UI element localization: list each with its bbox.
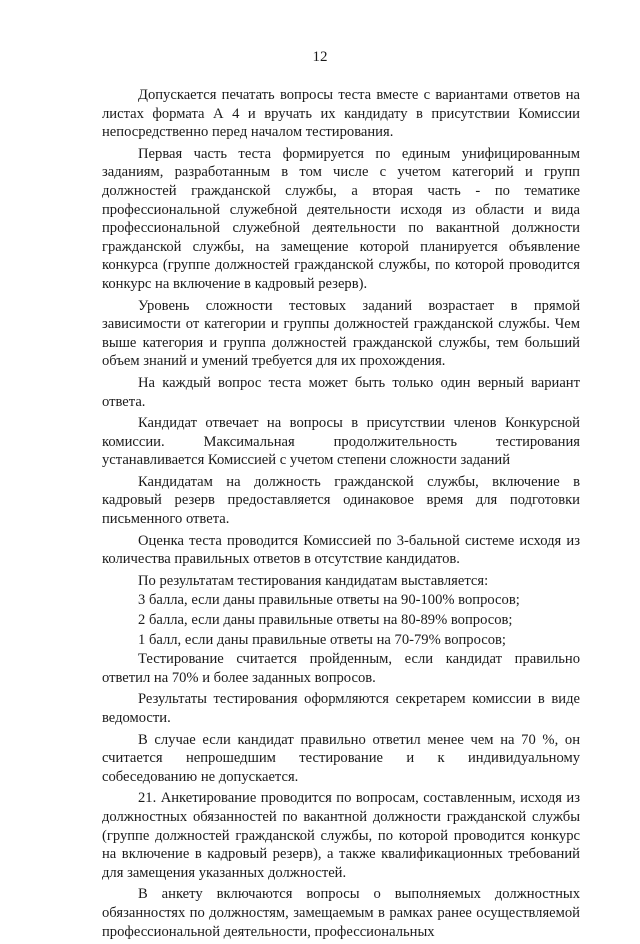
score-item-2: 2 балла, если даны правильные ответы на 80-89% вопросов; — [138, 612, 513, 629]
score-item-1: 1 балл, если даны правильные ответы на 70-79% вопросов; — [138, 631, 506, 648]
paragraph-equal-time: Кандидатам на должность гражданской службы, включение в кадровый резерв предоставляется одинаковое время для подготовки письменного ответа. — [102, 473, 580, 528]
paragraph-questionnaire-content: В анкету включаются вопросы о выполняемых должностных обязанностях по должностям, замещаемым в рамках ранее осуществляемой профессиональной деятельности, профессиональных — [102, 886, 580, 940]
paragraph-test-printing: Допускается печатать вопросы теста вместе с вариантами ответов на листах формата А 4 и вручать их кандидату в присутствии Комиссии непосредственно перед началом тестирования. — [102, 87, 580, 141]
paragraph-single-answer: На каждый вопрос теста может быть только один верный вариант ответа. — [102, 374, 580, 410]
paragraph-questionnaire: 21. Анкетирование проводится по вопросам, составленным, исходя из должностных обязанностей по вакантной должности гражданской службы (группе должностей гражданской службы, по которой проводится конкурс на включение в кадровый резерв), а также квалификационных требований для замещения указанных должностей. — [102, 790, 580, 881]
paragraph-difficulty: Уровень сложности тестовых заданий возрастает в прямой зависимости от категории и группы должностей гражданской службы. Чем выше категория и группа должностей гражданской службы, тем больший объем знаний и умений требуется для их прохождения. — [102, 297, 580, 370]
document-body — [102, 86, 580, 944]
paragraph-duration: Кандидат отвечает на вопросы в присутствии членов Конкурсной комиссии. Максимальная продолжительность тестирования устанавливается Комиссией с учетом степени сложности заданий — [102, 415, 580, 469]
paragraph-results-record: Результаты тестирования оформляются секретарем комиссии в виде ведомости. — [102, 691, 580, 726]
paragraph-scoring: Оценка теста проводится Комиссией по 3-бальной системе исходя из количества правильных ответов в отсутствие кандидатов. — [102, 532, 580, 568]
paragraph-test-structure: Первая часть теста формируется по единым унифицированным заданиям, разработанным в том числе с учетом категорий и групп должностей гражданской службы, а вторая часть - по тематике профессиональной служебной деятельности исходя из области и вида профессиональной служебной деятельности по вакантной должности гражданской службы, на замещение которой планируется объявление конкурса (группе должностей гражданской службы, по которой проводится конкурс на включение в кадровый резерв). — [102, 145, 580, 292]
paragraph-fail-case: В случае если кандидат правильно ответил менее чем на 70 %, он считается непрошедшим тестирование и к индивидуальному собеседованию не допускается. — [102, 731, 580, 785]
paragraph-results-intro: По результатам тестирования кандидатам выставляется: — [138, 572, 489, 589]
paragraph-pass-threshold: Тестирование считается пройденным, если кандидат правильно ответил на 70% и более заданных вопросов. — [102, 651, 580, 686]
page-number: 12 — [312, 49, 328, 65]
score-item-3: 3 балла, если даны правильные ответы на 90-100% вопросов; — [138, 592, 520, 609]
